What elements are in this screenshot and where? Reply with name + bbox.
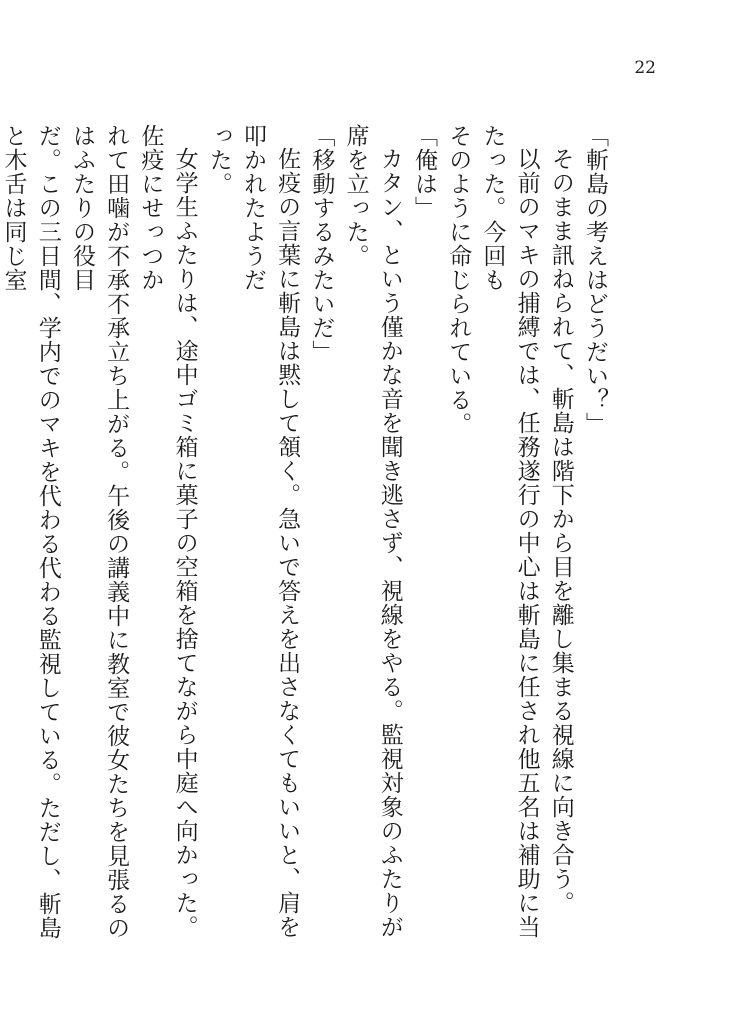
text-line: れて田噛が不承不承立ち上がる。午後の講義中に教室で彼女たちを見張るのはふたりの役目 xyxy=(68,124,130,940)
text-line: 女学生ふたりは、途中ゴミ箱に菓子の空箱を捨てながら中庭へ向かった。佐疫にせっつか xyxy=(137,124,198,939)
text-line: 「斬島の考えはどうだい？」 xyxy=(582,124,608,436)
vertical-text-body xyxy=(0,124,612,954)
text-line: そのまま訊ねられて、斬島は階下から目を離し集まる視線に向き合う。 xyxy=(547,147,574,915)
text-line: 以前のマキの捕縛では、任務遂行の中心は斬島に任され他五名は補助に当たった。今回も xyxy=(479,124,540,939)
text-line: 佐疫の言葉に斬島は黙して頷く。急いで答えを出さなくてもいいと、肩を叩かれたようだ xyxy=(239,124,301,939)
page-number: 22 xyxy=(634,58,656,78)
text-line: 「移動するみたいだ」 xyxy=(308,124,335,364)
text-line: カタン、という僅かな音を聞き逃さず、視線をやる。監視対象のふたりが席を立った。 xyxy=(342,124,403,939)
text-line: った。 xyxy=(205,124,232,196)
text-line: 「俺は」 xyxy=(410,124,437,220)
text-line: だ。この三日間、学内でのマキを代わる代わる監視している。ただし、斬島と木舌は同じ室 xyxy=(0,124,61,940)
text-line: そのように命じられている。 xyxy=(445,124,472,436)
